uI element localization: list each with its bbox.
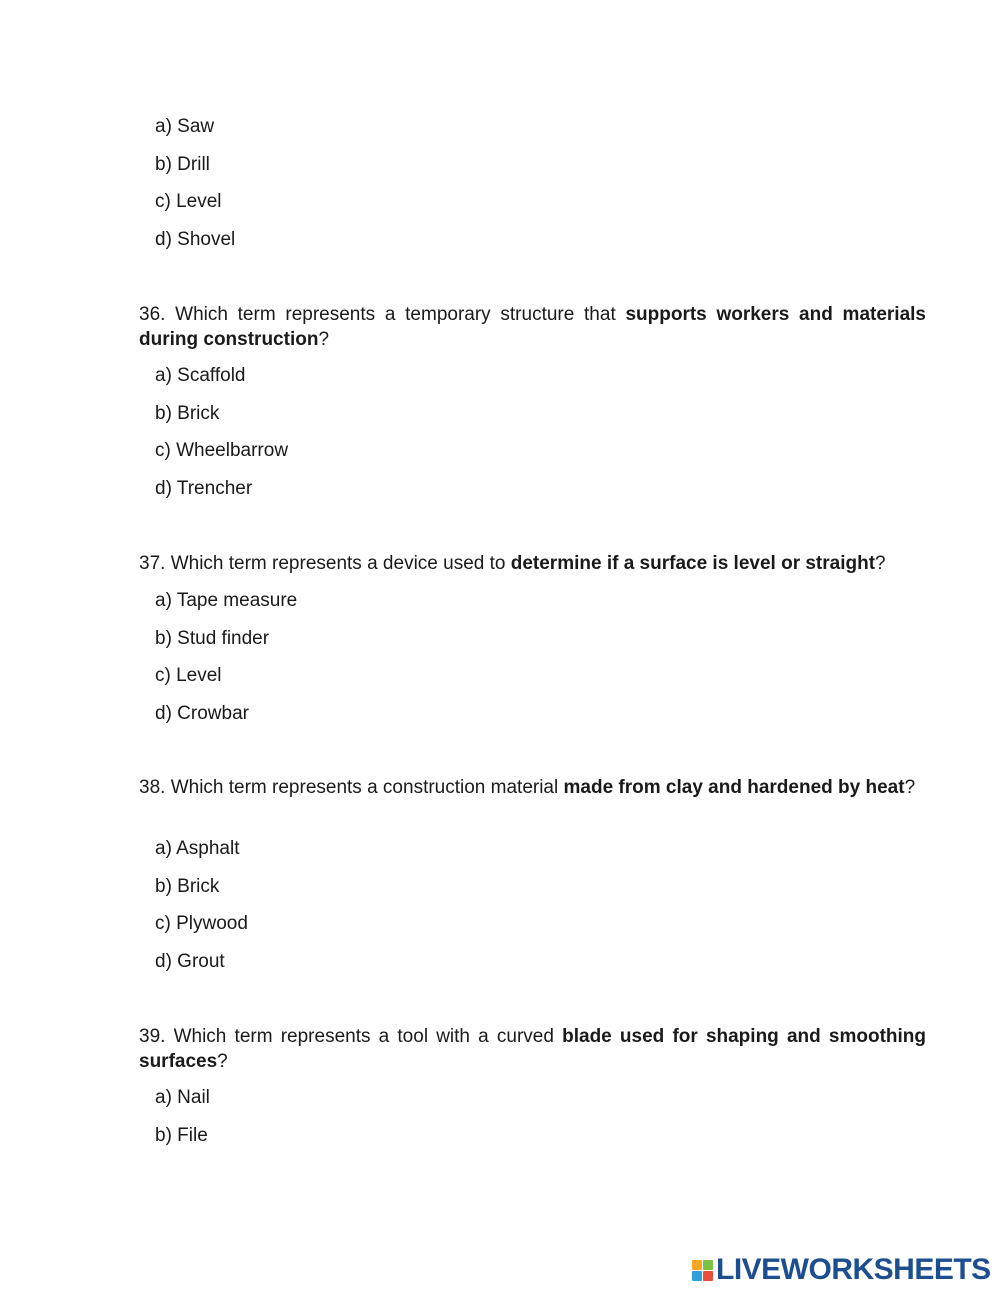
question-37-text xyxy=(139,551,926,576)
question-37-options xyxy=(155,590,297,740)
logo-wordmark: LIVEWORKSHEETS xyxy=(716,1253,991,1286)
question-39-suffix: ? xyxy=(217,1051,228,1072)
prev-question-options xyxy=(155,116,235,266)
question-36-prefix: 36. Which term represents a temporary structure that xyxy=(139,304,626,325)
question-38-options xyxy=(155,838,248,988)
question-36-options xyxy=(155,365,288,515)
question-38-emphasis: made from clay and hardened by heat xyxy=(563,777,905,798)
question-37-suffix: ? xyxy=(875,553,886,574)
option-a[interactable]: a) Asphalt xyxy=(155,838,240,859)
option-d[interactable]: d) Crowbar xyxy=(155,702,249,724)
option-b[interactable]: b) Stud finder xyxy=(155,627,270,649)
question-39-text xyxy=(139,1024,926,1074)
question-38-text xyxy=(139,775,926,800)
option-b[interactable]: b) File xyxy=(155,1124,208,1146)
option-a[interactable]: a) Saw xyxy=(155,116,215,137)
option-b[interactable]: b) Drill xyxy=(155,153,210,175)
option-c[interactable]: c) Wheelbarrow xyxy=(155,440,289,461)
option-c[interactable]: c) Plywood xyxy=(155,913,248,934)
question-39-emphasis: blade used for shaping and smoothing surfaces xyxy=(139,1026,927,1072)
liveworksheets-logo xyxy=(692,1254,991,1286)
question-36-emphasis: supports workers and materials during construction xyxy=(139,304,926,350)
option-d[interactable]: d) Trencher xyxy=(155,477,253,499)
question-38-suffix: ? xyxy=(904,777,916,798)
logo-mark-square xyxy=(703,1260,713,1270)
question-39-options xyxy=(155,1087,210,1162)
option-a[interactable]: a) Scaffold xyxy=(155,365,246,386)
question-38-prefix: 38. Which term represents a construction material xyxy=(139,777,564,798)
option-d[interactable]: d) Grout xyxy=(155,950,225,972)
option-b[interactable]: b) Brick xyxy=(155,875,220,897)
option-c[interactable]: c) Level xyxy=(155,191,222,212)
option-a[interactable]: a) Nail xyxy=(155,1087,210,1108)
option-a[interactable]: a) Tape measure xyxy=(155,590,298,611)
question-37-emphasis: determine if a surface is level or straight xyxy=(510,553,876,574)
option-b[interactable]: b) Brick xyxy=(155,402,220,424)
question-37-prefix: 37. Which term represents a device used to xyxy=(139,553,511,574)
logo-mark-square xyxy=(692,1260,702,1270)
question-36-text xyxy=(139,302,926,352)
question-36-suffix: ? xyxy=(318,329,330,350)
option-c[interactable]: c) Level xyxy=(155,665,222,686)
logo-mark-icon xyxy=(692,1260,713,1281)
option-d[interactable]: d) Shovel xyxy=(155,228,236,250)
question-39-prefix: 39. Which term represents a tool with a curved xyxy=(139,1026,563,1047)
logo-mark-square xyxy=(703,1271,713,1281)
logo-mark-square xyxy=(692,1271,702,1281)
